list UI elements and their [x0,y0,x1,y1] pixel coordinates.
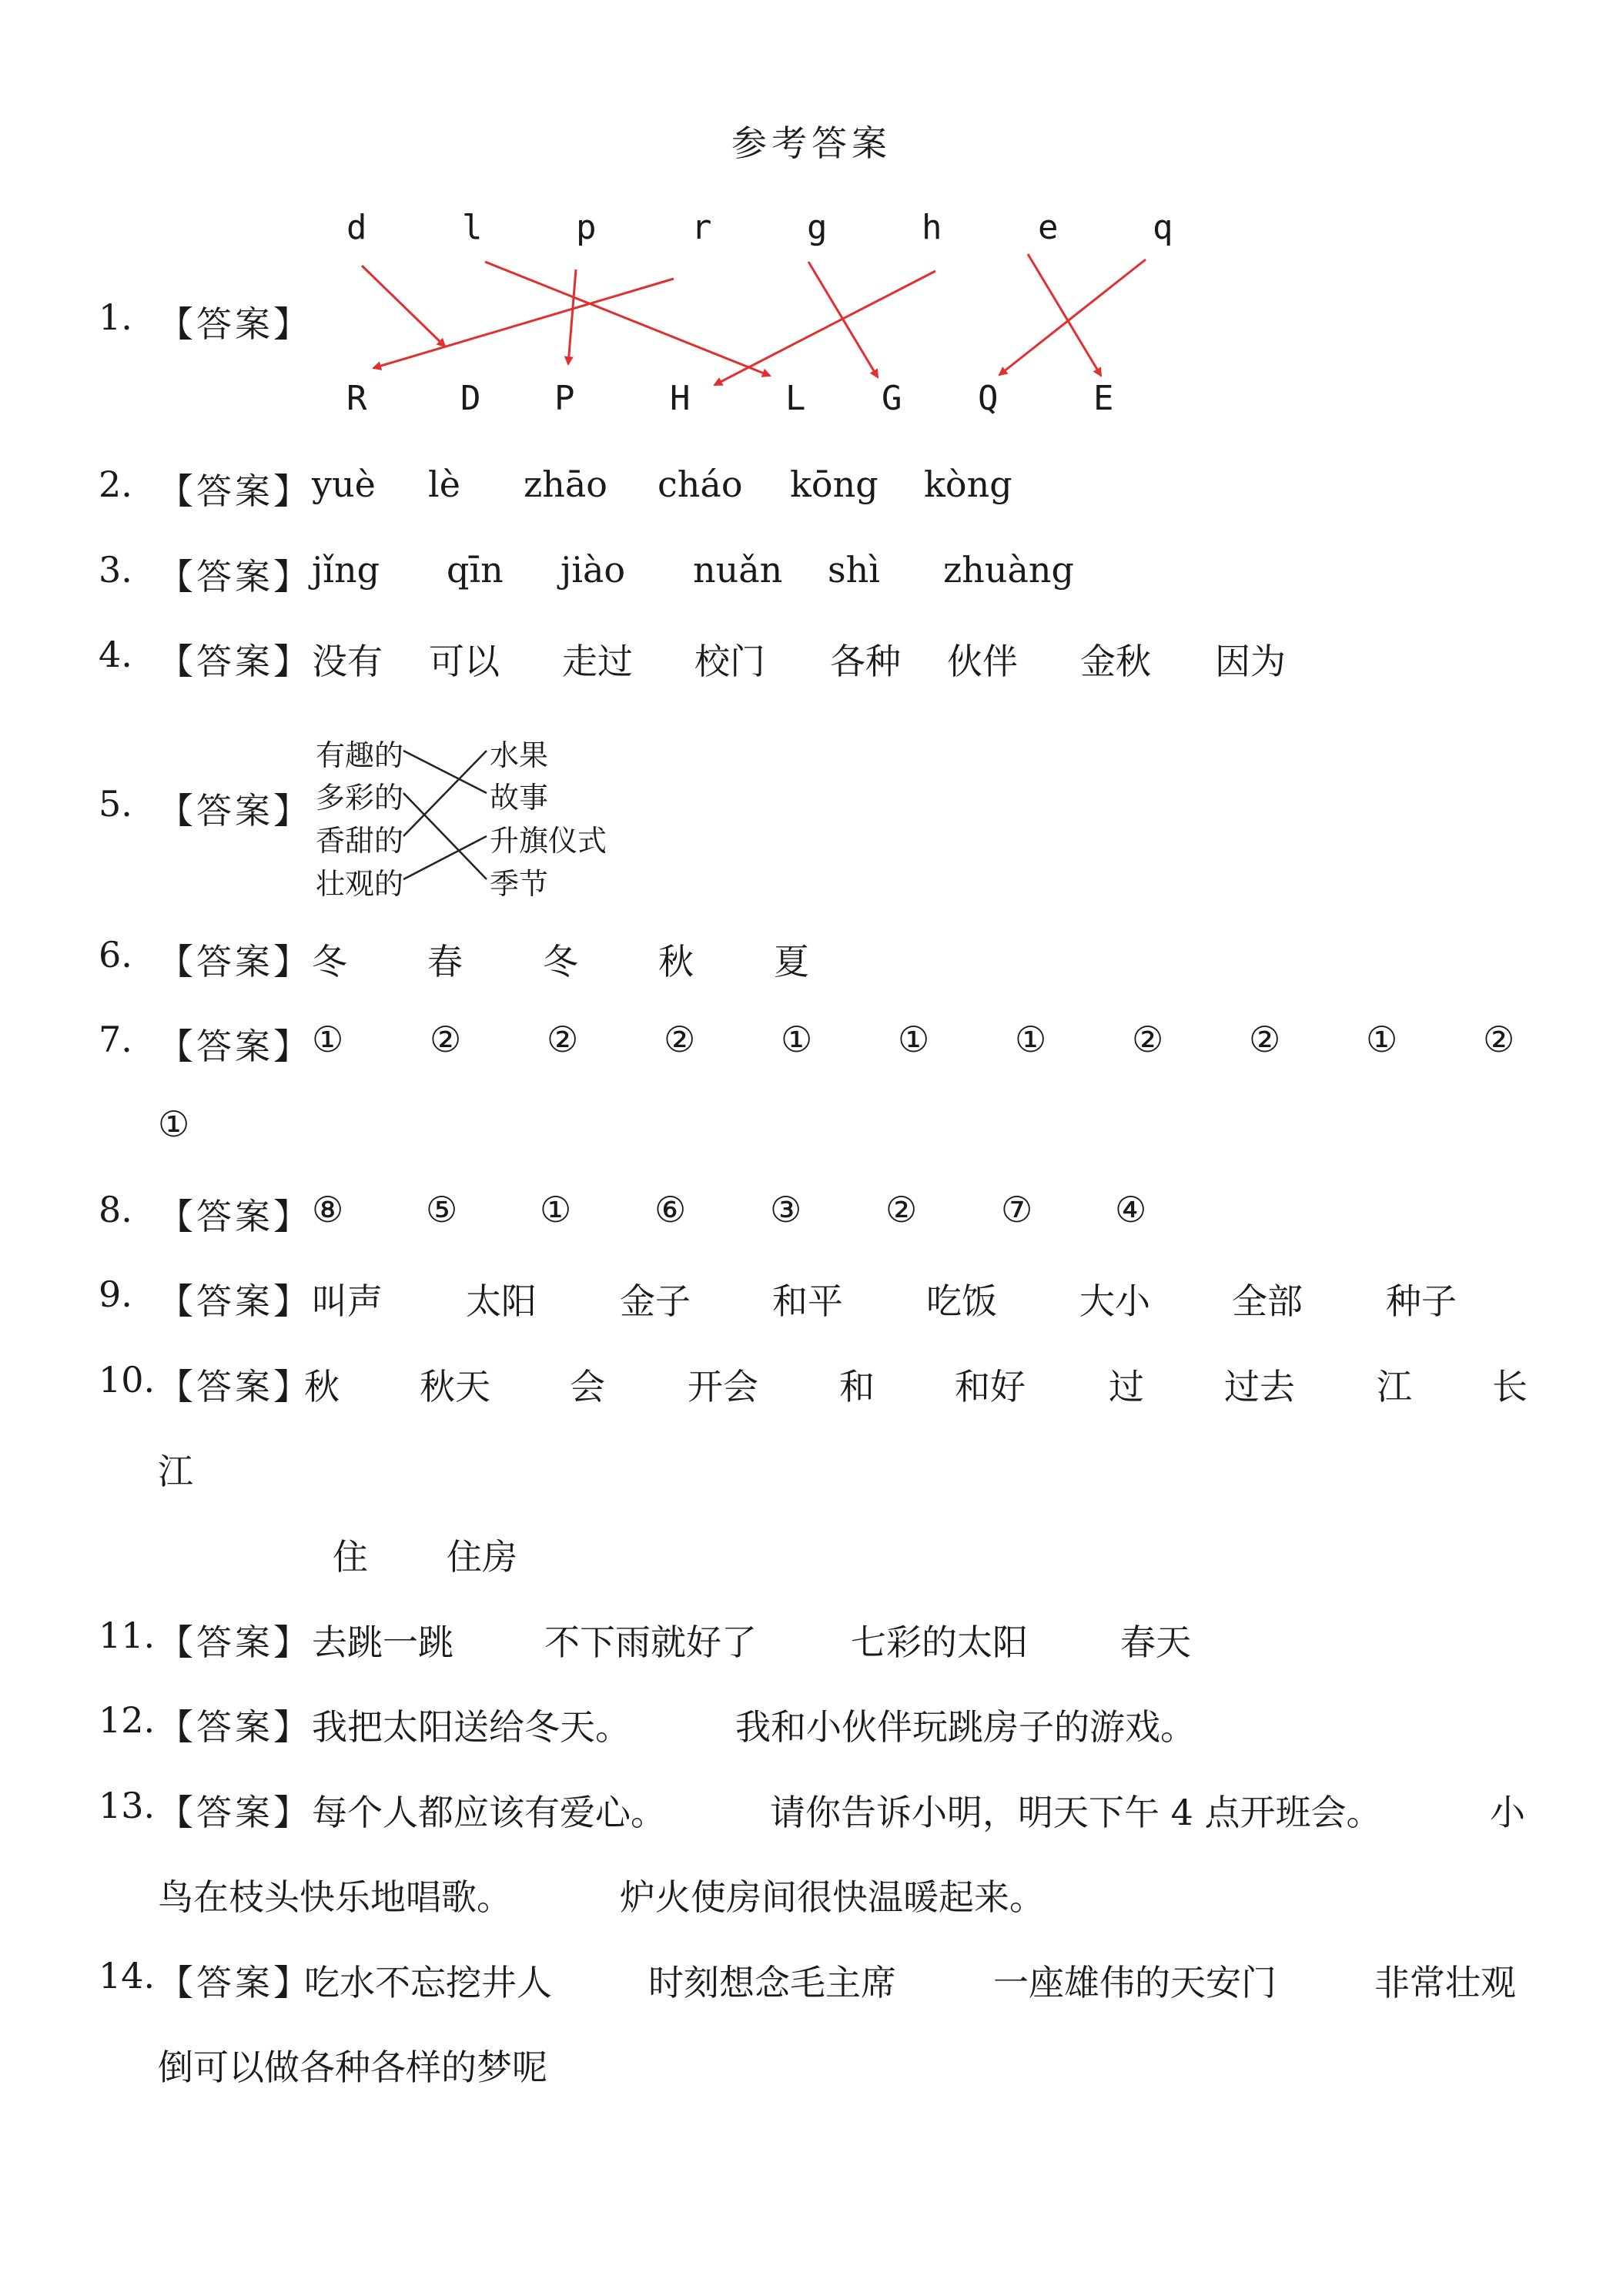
answer-item: ① [312,1019,344,1060]
answer-item: ⑧ [312,1189,344,1230]
question-number: 14. [99,1955,156,1996]
answer-item: 可以 [429,641,500,682]
answer-continuation: 炉火使房间很快温暖起来。 [620,1876,1045,1918]
answer-item: 各种 [830,641,901,682]
lowercase-letter: l [462,208,483,247]
answer-item: 走过 [562,641,633,682]
answer-continuation: 鸟在枝头快乐地唱歌。 [158,1876,512,1918]
answer-item: ① [1015,1019,1047,1060]
answer-item: 江 [1377,1366,1412,1407]
lowercase-letter: p [576,208,597,247]
lowercase-letter: e [1038,208,1059,247]
answer-item: nuǎn [693,549,783,591]
answer-item: 太阳 [466,1280,537,1322]
answer-tag: 【答案】 [158,941,312,982]
answer-item: ③ [770,1189,802,1230]
answer-item: 长 [1492,1366,1528,1407]
question-number: 11. [99,1615,156,1656]
answer-item: 冬 [543,941,578,982]
answer-tag: 【答案】 [158,641,312,682]
answer-item: 我把太阳送给冬天。 [312,1706,631,1748]
answer-item: 冬 [312,941,347,982]
answer-item: ② [664,1019,696,1060]
match-line [403,751,487,836]
answer-item: ④ [1115,1189,1147,1230]
uppercase-letter: E [1093,379,1114,418]
question-number: 10. [99,1359,156,1401]
answer-item: 秋 [658,941,694,982]
noun-label: 故事 [490,781,549,815]
answer-item: 非常壮观 [1374,1962,1516,2003]
question-number: 8. [99,1189,132,1230]
answer-item: 住 [333,1536,368,1578]
answer-item: 小 [1490,1792,1525,1833]
uppercase-letter: G [882,379,902,418]
answer-item: ① [1366,1019,1398,1060]
answer-item: 金秋 [1080,641,1151,682]
answer-item: ② [1249,1019,1281,1060]
answer-item: 全部 [1232,1280,1303,1322]
answer-tag: 【答案】 [158,1792,312,1833]
answer-item: 和 [839,1366,875,1407]
answer-tag: 【答案】 [158,1706,312,1748]
lowercase-letter: r [691,208,712,247]
answer-tag: 【答案】 [158,1622,312,1663]
answer-item: 大小 [1079,1280,1150,1322]
answer-continuation: 江 [158,1451,193,1492]
question-number: 7. [99,1019,132,1060]
answer-item: 秋天 [420,1366,490,1407]
uppercase-letter: D [460,379,481,418]
answer-item: yuè [312,464,376,505]
answer-item: 种子 [1386,1280,1457,1322]
answer-item: 因为 [1215,641,1286,682]
answer-item: ② [885,1189,918,1230]
answer-item: 和好 [955,1366,1026,1407]
answer-item: ⑦ [1001,1189,1033,1230]
answer-item: 吃水不忘挖井人 [304,1962,552,2003]
answer-item: 住房 [447,1536,517,1578]
question-number: 1. [99,296,132,338]
answer-item: 一座雄伟的天安门 [993,1962,1277,2003]
answer-item: 叫声 [312,1280,383,1322]
answer-item: ① [898,1019,930,1060]
uppercase-letter: Q [978,379,999,418]
answer-item: ① [540,1189,572,1230]
answer-continuation: ① [158,1103,190,1145]
answer-item: 夏 [774,941,809,982]
answer-tag: 【答案】 [158,556,312,597]
adjective-label: 壮观的 [316,867,404,901]
lowercase-letter: d [346,208,367,247]
noun-label: 水果 [490,738,549,772]
answer-item: 会 [570,1366,605,1407]
answer-item: ② [1483,1019,1515,1060]
answer-item: kōng [790,464,878,505]
question-number: 6. [99,934,132,976]
answer-item: 过去 [1224,1366,1295,1407]
question-number: 13. [99,1785,156,1826]
adjective-label: 有趣的 [316,738,404,772]
answer-continuation: 倒可以做各种各样的梦呢 [158,2047,547,2088]
noun-label: 季节 [490,867,549,901]
answer-item: lè [428,464,460,505]
answer-item: 过 [1109,1366,1144,1407]
match-line [403,751,487,793]
uppercase-letter: R [346,379,367,418]
answer-item: shì [828,549,880,591]
answer-item: zhāo [524,464,607,505]
answer-item: 开会 [688,1366,758,1407]
answer-item: cháo [658,464,743,505]
answer-item: ② [547,1019,579,1060]
answer-item: 春天 [1120,1622,1191,1663]
answer-tag: 【答案】 [158,1196,312,1237]
answer-item: 每个人都应该有爱心。 [312,1792,666,1833]
answer-item: ② [430,1019,462,1060]
question-number: 4. [99,634,132,675]
answer-item: ⑥ [654,1189,687,1230]
match-line [403,836,487,879]
adjective-label: 香甜的 [316,824,404,858]
answer-item: 请你告诉小明，明天下午 4 点开班会。 [770,1792,1382,1833]
lowercase-letter: g [807,208,828,247]
answer-tag: 【答案】 [158,1280,312,1322]
q5-lines [0,0,1623,924]
answer-item: 校门 [694,641,765,682]
question-number: 2. [99,464,132,505]
answer-tag: 【答案】 [158,1962,312,2003]
answer-item: ⑤ [426,1189,458,1230]
uppercase-letter: H [670,379,691,418]
answer-item: 吃饭 [926,1280,997,1322]
question-number: 9. [99,1274,132,1315]
answer-item: 没有 [312,641,383,682]
answer-item: 七彩的太阳 [851,1622,1028,1663]
answer-item: ② [1132,1019,1164,1060]
answer-item: 金子 [620,1280,691,1322]
answer-item: 不下雨就好了 [544,1622,757,1663]
answer-item: qīn [447,549,504,591]
answer-item: 春 [427,941,463,982]
question-number: 5. [99,783,132,825]
lowercase-letter: q [1153,208,1173,247]
match-line [403,793,487,879]
answer-item: 去跳一跳 [312,1622,453,1663]
answer-item: jiào [561,549,626,591]
answer-item: zhuàng [943,549,1074,591]
answer-item: 秋 [304,1366,340,1407]
answer-tag: 【答案】 [158,790,312,832]
answer-item: jǐng [312,549,380,591]
uppercase-letter: L [785,379,806,418]
answer-tag: 【答案】 [158,1366,312,1407]
answer-item: ① [781,1019,813,1060]
answer-item: 我和小伙伴玩跳房子的游戏。 [735,1706,1196,1748]
question-number: 12. [99,1699,156,1741]
answer-tag: 【答案】 [158,1026,312,1067]
lowercase-letter: h [922,208,942,247]
answer-item: 伙伴 [947,641,1018,682]
page-title: 参考答案 [731,122,892,164]
uppercase-letter: P [554,379,575,418]
answer-tag: 【答案】 [158,303,312,345]
question-number: 3. [99,549,132,591]
noun-label: 升旗仪式 [490,824,607,858]
answer-item: kòng [924,464,1012,505]
answer-tag: 【答案】 [158,470,312,512]
answer-item: 和平 [772,1280,843,1322]
answer-item: 时刻想念毛主席 [648,1962,896,2003]
adjective-label: 多彩的 [316,781,404,815]
